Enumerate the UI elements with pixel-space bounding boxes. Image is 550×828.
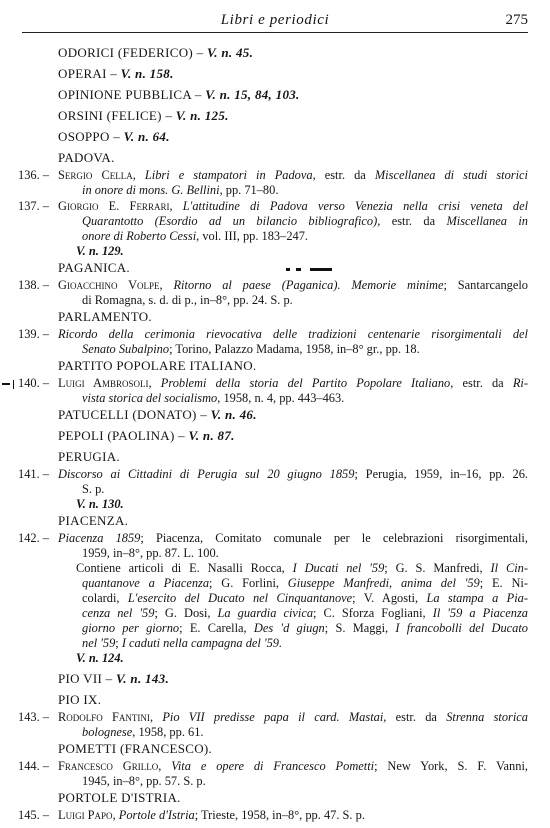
title-text: in onore di mons. G. Bellini xyxy=(82,183,220,197)
cross-reference: V. n. 125. xyxy=(175,108,229,123)
entry-text-line xyxy=(82,774,528,789)
entry-text-line xyxy=(58,759,528,774)
entry-number: 141. – xyxy=(18,467,49,481)
plain-text: ; G. Forlini, xyxy=(209,576,288,590)
entry-text-line xyxy=(82,546,528,561)
title-text: giorno per giorno xyxy=(82,621,180,635)
plain-text: , xyxy=(132,168,145,182)
entry-number: 136. – xyxy=(18,168,49,182)
subject-heading xyxy=(58,310,528,325)
plain-text: PAGANICA. xyxy=(58,260,130,275)
entry-text-line xyxy=(82,391,528,406)
plain-text: ; Torino, Palazzo Madama, 1958, in–8° gr., pp. 18. xyxy=(169,342,420,356)
cross-reference: V. n. 15, 84, 103. xyxy=(205,87,300,102)
plain-text: Contiene articoli di E. Nasalli Rocca, xyxy=(76,561,293,575)
entry-text-line xyxy=(82,576,528,591)
plain-text: ODORICI (FEDERICO) – xyxy=(58,45,207,60)
plain-text: ; E. Carella, xyxy=(179,621,254,635)
entry-text-line xyxy=(58,376,528,391)
plain-text: , xyxy=(148,376,161,390)
entry-number: 138. – xyxy=(18,278,49,292)
running-header xyxy=(22,10,528,33)
title-text: L'esercito del Ducato nel Cinquantanove xyxy=(127,591,353,605)
title-text: I caduti nella campagna del '59. xyxy=(121,636,283,650)
subject-heading xyxy=(58,359,528,374)
entry-number: 144. – xyxy=(18,759,49,773)
subject-heading xyxy=(58,408,528,423)
cross-reference: V. n. 124. xyxy=(76,651,124,665)
title-text: Ri- xyxy=(512,376,528,390)
subject-heading xyxy=(58,88,528,103)
author-name: Giorgio E. Ferrari xyxy=(58,199,170,213)
entry-text-line xyxy=(82,606,528,621)
ink-mark xyxy=(286,268,290,271)
title-text: Libri e stampatori in Padova xyxy=(144,168,313,182)
subject-heading xyxy=(58,151,528,166)
entry-text-line xyxy=(82,214,528,229)
author-name: Luigi Ambrosoli xyxy=(58,376,149,390)
author-name: Gioacchino Volpe xyxy=(58,278,160,292)
author-name: Francesco Grillo xyxy=(58,759,159,773)
entry-text-line xyxy=(58,278,528,293)
plain-text: ; Trieste, 1958, in–8°, pp. 47. S. p. xyxy=(194,808,365,822)
subject-heading xyxy=(58,67,528,82)
entry-text-line xyxy=(58,531,528,546)
title-text: nel '59 xyxy=(82,636,116,650)
entry-text-line xyxy=(82,293,528,308)
plain-text: ; G. Dosi, xyxy=(154,606,218,620)
subject-heading xyxy=(58,450,528,465)
plain-text: PORTOLE D'ISTRIA. xyxy=(58,790,181,805)
title-text: La stampa a Pia- xyxy=(426,591,528,605)
title-text: L'attitudine di Padova verso Venezia nella crisi veneta del xyxy=(182,199,529,213)
plain-text: ; V. Agosti, xyxy=(352,591,427,605)
margin-mark xyxy=(2,383,10,385)
cross-reference: V. n. 46. xyxy=(210,407,257,422)
title-text: Vita e opere di Francesco Pometti xyxy=(171,759,375,773)
title-text: Strenna storica xyxy=(446,710,529,724)
entry-text-line xyxy=(82,725,528,740)
plain-text: PATUCELLI (DONATO) – xyxy=(58,407,211,422)
plain-text: ; Santarcangelo xyxy=(443,278,528,292)
plain-text: ; New York, S. F. Vanni, xyxy=(374,759,528,773)
plain-text: PERUGIA. xyxy=(58,449,120,464)
entry-text-line xyxy=(58,199,528,214)
entry-text-line xyxy=(76,497,528,512)
entry-text-line xyxy=(82,482,528,497)
subject-heading xyxy=(58,791,528,806)
plain-text: ; C. Sforza Fogliani, xyxy=(313,606,433,620)
ink-mark xyxy=(296,268,301,271)
cross-reference: V. n. 87. xyxy=(188,428,235,443)
title-text: Ritorno al paese (Paganica). Memorie minime xyxy=(173,278,444,292)
plain-text: PARLAMENTO. xyxy=(58,309,152,324)
entry-text-line xyxy=(82,621,528,636)
plain-text: OSOPPO – xyxy=(58,129,124,144)
plain-text: , xyxy=(149,710,163,724)
entry-text-line xyxy=(82,183,528,198)
title-text: Discorso ai Cittadini di Perugia sul 20 giugno 1859 xyxy=(58,467,355,481)
plain-text: POMETTI (FRANCESCO). xyxy=(58,741,213,756)
author-name: Rodolfo Fantini xyxy=(58,710,150,724)
plain-text: , vol. III, pp. 183–247. xyxy=(196,229,309,243)
plain-text: PADOVA. xyxy=(58,150,115,165)
plain-text: ; Piacenza, Comitato comunale per le celebrazioni risorgimentali, xyxy=(140,531,528,545)
plain-text: , estr. da xyxy=(450,376,513,390)
title-text: I francobolli del Ducato xyxy=(395,621,528,635)
plain-text: PIO VII – xyxy=(58,671,117,686)
entry-text-line xyxy=(58,467,528,482)
plain-text: OPERAI – xyxy=(58,66,121,81)
entry-number: 137. – xyxy=(18,199,49,213)
cross-reference: V. n. 158. xyxy=(120,66,174,81)
running-title: Libri e periodici xyxy=(220,12,330,28)
author-name: Sergio Cella xyxy=(58,168,133,182)
plain-text: ORSINI (FELICE) – xyxy=(58,108,176,123)
cross-reference: V. n. 143. xyxy=(116,671,169,686)
margin-mark xyxy=(13,380,14,389)
subject-heading xyxy=(58,429,528,444)
entry-text-line xyxy=(58,808,528,823)
title-text: Ricordo della cerimonia rievocativa delle tradizioni centenarie risorgimentali del xyxy=(58,327,528,341)
plain-text: , estr. da xyxy=(312,168,375,182)
plain-text: PIACENZA. xyxy=(58,513,129,528)
title-text: Senato Subalpino xyxy=(82,342,170,356)
title-text: cenza nel '59 xyxy=(82,606,155,620)
title-text: onore di Roberto Cessi xyxy=(82,229,197,243)
cross-reference: V. n. 129. xyxy=(76,244,124,258)
plain-text: , xyxy=(159,278,174,292)
author-name: Luigi Papo xyxy=(58,808,113,822)
plain-text: PEPOLI (PAOLINA) – xyxy=(58,428,189,443)
entry-number: 142. – xyxy=(18,531,49,545)
title-text: Des 'd giugn xyxy=(253,621,325,635)
entry-number: 143. – xyxy=(18,710,49,724)
plain-text: , estr. da xyxy=(383,710,447,724)
subject-heading xyxy=(58,46,528,61)
plain-text: , xyxy=(169,199,183,213)
plain-text: di Romagna, s. d. di p., in–8°, pp. 24. S. p. xyxy=(82,293,293,307)
entry-text-line xyxy=(76,651,528,666)
plain-text: , xyxy=(112,808,119,822)
entry-text-line xyxy=(82,591,528,606)
title-text: Miscellanea di studi storici xyxy=(374,168,528,182)
title-text: Il '59 a Piacenza xyxy=(432,606,528,620)
subject-heading xyxy=(58,693,528,708)
entry-text-line xyxy=(58,327,528,342)
title-text: Il Cin- xyxy=(490,561,528,575)
entry-text-line xyxy=(82,636,528,651)
plain-text: OPINIONE PUBBLICA – xyxy=(58,87,206,102)
title-text: Miscellanea in xyxy=(446,214,528,228)
subject-heading xyxy=(58,514,528,529)
entry-number: 145. – xyxy=(18,808,49,822)
title-text: quantanove a Piacenza xyxy=(82,576,210,590)
title-text: I Ducati nel '59 xyxy=(292,561,385,575)
subject-heading xyxy=(58,109,528,124)
plain-text: colardi, xyxy=(82,591,128,605)
plain-text: , 1958, pp. 61. xyxy=(132,725,204,739)
plain-text: 1959, in–8°, pp. 87. L. 100. xyxy=(82,546,219,560)
plain-text: ; xyxy=(115,636,122,650)
cross-reference: V. n. 45. xyxy=(206,45,254,60)
page-number: 275 xyxy=(505,12,528,28)
cross-reference: V. n. 64. xyxy=(123,129,170,144)
entry-text-line xyxy=(82,229,528,244)
plain-text: ; Perugia, 1959, in–16, pp. 26. xyxy=(354,467,528,481)
plain-text: ; G. S. Manfredi, xyxy=(384,561,491,575)
title-text: bolognese xyxy=(82,725,133,739)
ink-mark xyxy=(310,268,332,271)
title-text: Giuseppe Manfredi, anima del '59 xyxy=(287,576,480,590)
title-text: Portole d'Istria xyxy=(118,808,195,822)
entry-text-line xyxy=(76,561,528,576)
cross-reference: V. n. 130. xyxy=(76,497,124,511)
plain-text: , xyxy=(158,759,172,773)
plain-text: ; E. Ni- xyxy=(479,576,528,590)
title-text: Quarantotto (Esordio ad un bilancio bibliografico) xyxy=(82,214,378,228)
subject-heading xyxy=(58,742,528,757)
subject-heading xyxy=(58,130,528,145)
plain-text: PARTITO POPOLARE ITALIANO. xyxy=(58,358,257,373)
title-text: Piacenza 1859 xyxy=(58,531,141,545)
plain-text: , pp. 71–80. xyxy=(219,183,279,197)
entry-number: 140. – xyxy=(18,376,49,390)
plain-text: PIO IX. xyxy=(58,692,102,707)
title-text: vista storica del socialismo xyxy=(82,391,218,405)
entry-text-line xyxy=(58,168,528,183)
subject-heading xyxy=(58,261,528,276)
title-text: Pio VII predisse papa il card. Mastai xyxy=(162,710,384,724)
title-text: Problemi della storia del Partito Popolare Italiano xyxy=(160,376,451,390)
plain-text: ; S. Maggi, xyxy=(324,621,396,635)
plain-text: S. p. xyxy=(82,482,105,496)
plain-text: , 1958, n. 4, pp. 443–463. xyxy=(217,391,345,405)
entry-number: 139. – xyxy=(18,327,49,341)
entry-text-line xyxy=(76,244,528,259)
entry-text-line xyxy=(82,342,528,357)
entry-text-line xyxy=(58,710,528,725)
plain-text: , estr. da xyxy=(377,214,447,228)
subject-heading xyxy=(58,672,528,687)
title-text: La guardia civica xyxy=(217,606,314,620)
plain-text: 1945, in–8°, pp. 57. S. p. xyxy=(82,774,206,788)
